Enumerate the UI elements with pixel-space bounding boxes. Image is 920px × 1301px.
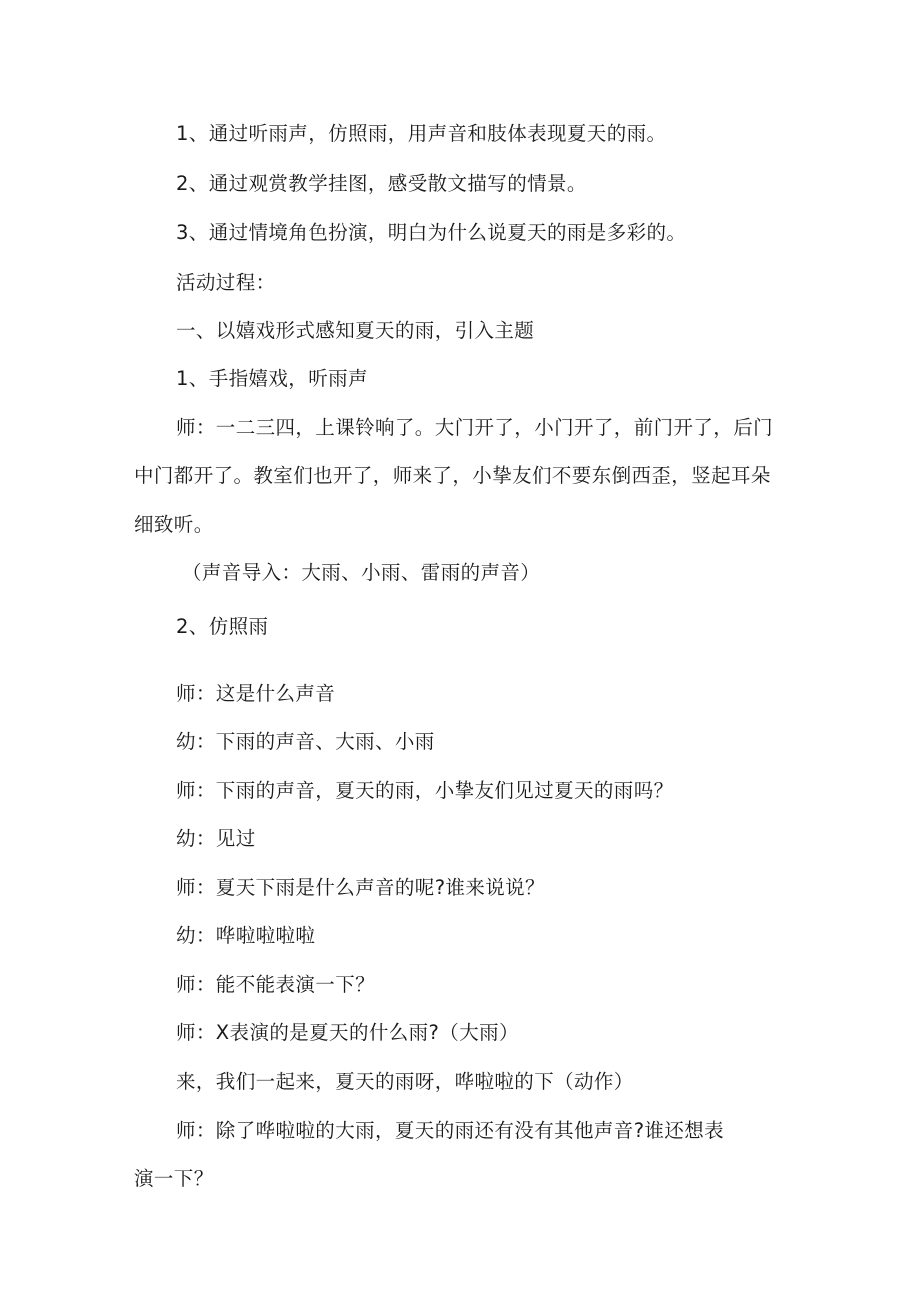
objective-3: 3、通过情境角色扮演，明白为什么说夏天的雨是多彩的。 [176, 221, 687, 244]
part-heading-1: 一、以嬉戏形式感知夏天的雨，引入主题 [176, 319, 535, 342]
section-heading: 活动过程： [176, 271, 276, 294]
dialogue-line: 师：能不能表演一下？ [176, 973, 376, 996]
paragraph-line: 中门都开了。教室们也开了，师来了，小挚友们不要东倒西歪，竖起耳朵 [134, 464, 771, 487]
dialogue-line: 幼：下雨的声音、大雨、小雨 [176, 730, 435, 753]
dialogue-line: 师：下雨的声音，夏天的雨，小挚友们见过夏天的雨吗？ [176, 779, 674, 802]
dialogue-line: 幼：见过 [176, 827, 256, 850]
objective-2: 2、通过观赏教学挂图，感受散文描写的情景。 [176, 172, 587, 195]
dialogue-line: 师：除了哗啦啦的大雨，夏天的雨还有没有其他声音?谁还想表 [176, 1119, 725, 1142]
dialogue-line: 来，我们一起来，夏天的雨呀，哗啦啦的下（动作） [176, 1070, 634, 1093]
dialogue-line: 师：夏天下雨是什么声音的呢?谁来说说？ [176, 876, 545, 899]
step-heading-2: 2、仿照雨 [176, 615, 269, 638]
dialogue-line: 演一下？ [134, 1167, 214, 1190]
paragraph-line: 师：一二三四，上课铃响了。大门开了，小门开了，前门开了，后门 [176, 416, 774, 439]
paragraph-line: 细致听。 [134, 513, 214, 536]
stage-note: （声音导入：大雨、小雨、雷雨的声音） [182, 561, 541, 584]
dialogue-line: 幼：哗啦啦啦啦 [176, 924, 316, 947]
dialogue-line: 师：X表演的是夏天的什么雨?（大雨） [176, 1021, 519, 1044]
step-heading-1: 1、手指嬉戏，听雨声 [176, 367, 368, 390]
dialogue-line: 师：这是什么声音 [176, 682, 336, 705]
objective-1: 1、通过听雨声，仿照雨，用声音和肢体表现夏天的雨。 [176, 122, 667, 145]
